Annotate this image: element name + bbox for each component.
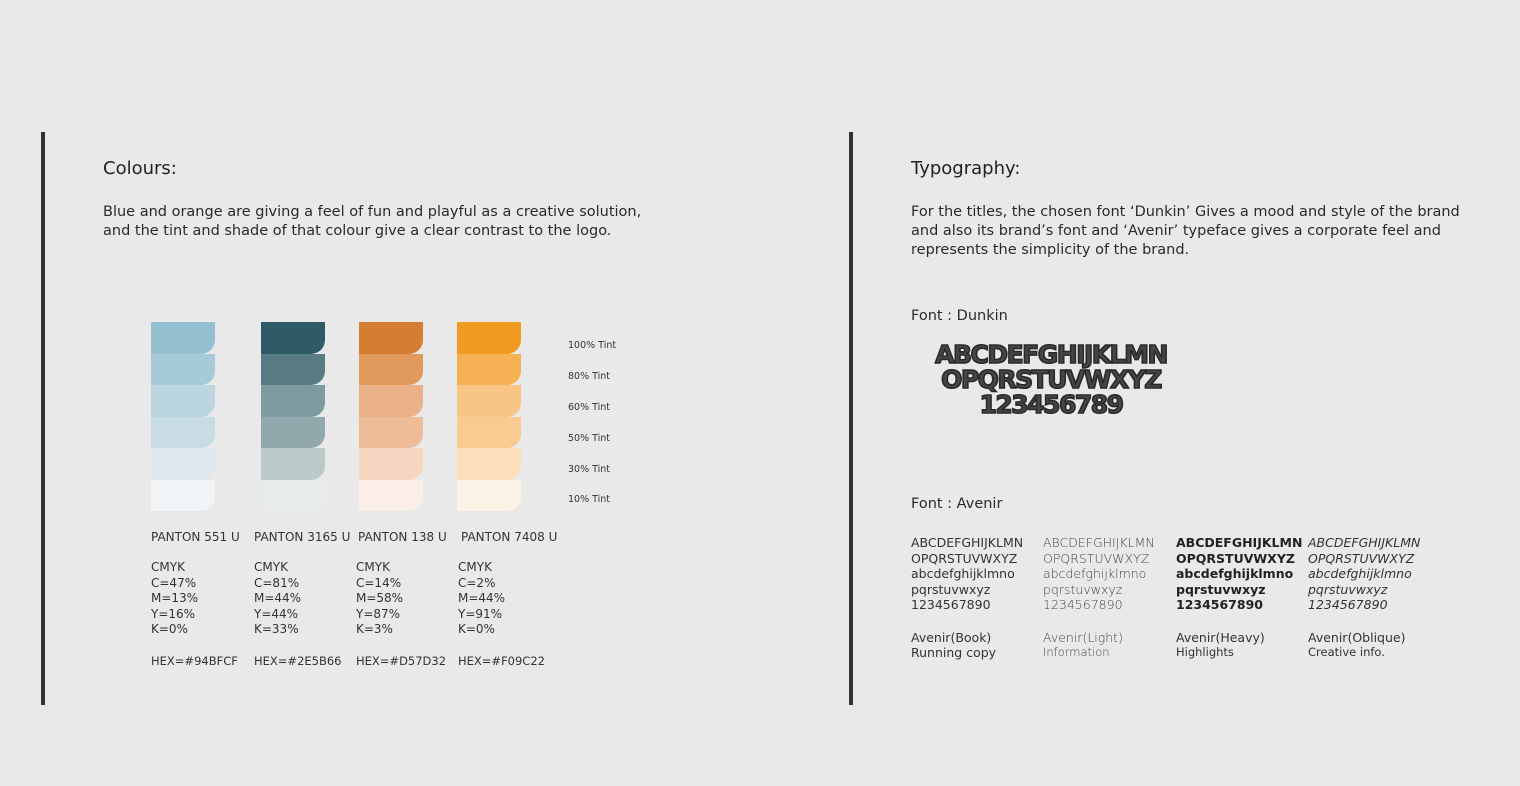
swatch bbox=[359, 480, 423, 512]
dunkin-sample-line: OPQRSTUVWXYZ bbox=[941, 365, 1161, 394]
avenir-sample-line: pqrstuvwxyz bbox=[1043, 581, 1123, 597]
avenir-sample-line: pqrstuvwxyz bbox=[1308, 581, 1388, 597]
cmyk-value: Y=44% bbox=[254, 606, 299, 621]
cmyk-value: K=0% bbox=[458, 622, 495, 636]
avenir-sample-line: 1234567890 bbox=[1308, 597, 1388, 612]
avenir-sample-line: ABCDEFGHIJKLMN bbox=[911, 535, 1024, 550]
swatch bbox=[261, 385, 325, 417]
cmyk-value: K=3% bbox=[356, 622, 393, 636]
hex-value: HEX=#2E5B66 bbox=[254, 654, 342, 668]
cmyk-value: M=13% bbox=[151, 591, 199, 605]
swatch bbox=[457, 448, 521, 480]
typography-paragraph bbox=[911, 203, 1460, 260]
swatch bbox=[151, 354, 215, 386]
avenir-font-label: Font : Avenir bbox=[911, 496, 1003, 512]
colours-paragraph-line: and the tint and shade of that colour give a clear contrast to the logo. bbox=[103, 223, 612, 239]
cmyk-value: C=2% bbox=[458, 575, 496, 590]
colours-heading: Colours: bbox=[103, 158, 177, 179]
typography-heading: Typography: bbox=[911, 158, 1021, 179]
cmyk-values bbox=[254, 560, 301, 638]
hex-value: HEX=#F09C22 bbox=[458, 654, 545, 668]
tint-label: 60% Tint bbox=[568, 402, 611, 413]
cmyk-title: CMYK bbox=[254, 560, 288, 574]
avenir-sample-line: ABCDEFGHIJKLMN bbox=[1043, 535, 1155, 550]
avenir-sample-line: ABCDEFGHIJKLMN bbox=[1308, 535, 1421, 550]
typography-paragraph-line: represents the simplicity of the brand. bbox=[911, 242, 1190, 258]
tint-label: 10% Tint bbox=[568, 494, 611, 505]
avenir-oblique-sample bbox=[1308, 535, 1420, 661]
cmyk-value: K=33% bbox=[254, 622, 299, 636]
avenir-weight-name: Avenir(Heavy) bbox=[1176, 629, 1265, 645]
swatch bbox=[457, 385, 521, 417]
cmyk-value: C=47% bbox=[151, 575, 197, 590]
right-divider bbox=[849, 132, 853, 705]
tint-label: 80% Tint bbox=[568, 371, 611, 382]
cmyk-title: CMYK bbox=[356, 560, 390, 574]
cmyk-value: Y=16% bbox=[151, 606, 196, 621]
palette-swatches bbox=[359, 322, 423, 511]
avenir-sample-line: OPQRSTUVWXYZ bbox=[1308, 550, 1415, 566]
cmyk-value: M=44% bbox=[458, 591, 506, 605]
avenir-sample-line: OPQRSTUVWXYZ bbox=[911, 550, 1018, 566]
avenir-light-sample bbox=[1043, 535, 1155, 661]
tint-label: 100% Tint bbox=[568, 340, 617, 351]
swatch bbox=[151, 448, 215, 480]
avenir-sample-line: OPQRSTUVWXYZ bbox=[1176, 550, 1295, 566]
swatch bbox=[457, 480, 521, 512]
palette-swatches bbox=[261, 322, 325, 511]
avenir-sample-line: abcdefghijklmno bbox=[1043, 566, 1147, 581]
avenir-weight-name: Avenir(Light) bbox=[1043, 629, 1123, 645]
cmyk-title: CMYK bbox=[151, 560, 185, 574]
swatch bbox=[457, 354, 521, 386]
avenir-sample-line: abcdefghijklmno bbox=[911, 566, 1015, 581]
swatch bbox=[151, 480, 215, 512]
cmyk-value: C=14% bbox=[356, 575, 402, 590]
swatch bbox=[457, 322, 521, 354]
swatch bbox=[359, 354, 423, 386]
typography-paragraph-line: and also its brand’s font and ‘Avenir’ typeface gives a corporate feel and bbox=[911, 223, 1441, 239]
cmyk-value: M=58% bbox=[356, 591, 404, 605]
cmyk-values bbox=[356, 560, 403, 638]
pantone-name: PANTON 7408 U bbox=[461, 530, 558, 544]
avenir-sample-line: 1234567890 bbox=[1176, 597, 1263, 612]
pantone-name: PANTON 138 U bbox=[358, 530, 447, 544]
swatch bbox=[261, 322, 325, 354]
swatch bbox=[261, 448, 325, 480]
swatch bbox=[151, 322, 215, 354]
cmyk-value: C=81% bbox=[254, 575, 300, 590]
hex-value: HEX=#D57D32 bbox=[356, 654, 447, 668]
avenir-weight-use: Running copy bbox=[911, 645, 997, 660]
typography-paragraph-line: For the titles, the chosen font ‘Dunkin’ Gives a mood and style of the brand bbox=[911, 204, 1460, 220]
avenir-heavy-sample bbox=[1176, 535, 1302, 661]
palette-swatches bbox=[457, 322, 521, 511]
dunkin-sample-line: 123456789 bbox=[979, 390, 1123, 419]
swatch bbox=[359, 448, 423, 480]
colours-paragraph bbox=[103, 203, 641, 241]
avenir-weight-use: Information bbox=[1043, 645, 1110, 659]
left-divider bbox=[41, 132, 45, 705]
tint-label: 50% Tint bbox=[568, 433, 611, 444]
avenir-sample-line: ABCDEFGHIJKLMN bbox=[1176, 535, 1303, 550]
swatch bbox=[359, 417, 423, 449]
cmyk-value: Y=91% bbox=[458, 606, 503, 621]
avenir-weight-use: Creative info. bbox=[1308, 645, 1385, 659]
hex-value: HEX=#94BFCF bbox=[151, 654, 238, 668]
cmyk-value: K=0% bbox=[151, 622, 188, 636]
colours-paragraph-line: Blue and orange are giving a feel of fun and playful as a creative solution, bbox=[103, 204, 642, 220]
dunkin-font-label: Font : Dunkin bbox=[911, 308, 1008, 324]
cmyk-values bbox=[151, 560, 198, 638]
swatch bbox=[261, 354, 325, 386]
dunkin-font-sample bbox=[905, 342, 1197, 417]
swatch bbox=[359, 322, 423, 354]
avenir-sample-line: OPQRSTUVWXYZ bbox=[1043, 550, 1150, 566]
cmyk-values bbox=[458, 560, 505, 638]
tint-label: 30% Tint bbox=[568, 464, 611, 475]
dunkin-sample-line: ABCDEFGHIJKLMN bbox=[935, 340, 1167, 369]
swatch bbox=[457, 417, 521, 449]
swatch bbox=[359, 385, 423, 417]
avenir-sample-line: 1234567890 bbox=[911, 597, 991, 612]
pantone-name: PANTON 551 U bbox=[151, 530, 240, 544]
cmyk-value: M=44% bbox=[254, 591, 302, 605]
palette-swatches bbox=[151, 322, 215, 511]
avenir-book-sample bbox=[911, 535, 1023, 661]
avenir-sample-line: abcdefghijklmno bbox=[1176, 566, 1294, 581]
avenir-sample-line: 1234567890 bbox=[1043, 597, 1123, 612]
cmyk-value: Y=87% bbox=[356, 606, 401, 621]
avenir-sample-line: pqrstuvwxyz bbox=[1176, 581, 1266, 597]
swatch bbox=[151, 385, 215, 417]
avenir-weight-name: Avenir(Oblique) bbox=[1308, 629, 1406, 645]
swatch bbox=[261, 480, 325, 512]
avenir-sample-line: abcdefghijklmno bbox=[1308, 566, 1412, 581]
avenir-weight-use: Highlights bbox=[1176, 645, 1234, 659]
cmyk-title: CMYK bbox=[458, 560, 492, 574]
swatch bbox=[261, 417, 325, 449]
pantone-name: PANTON 3165 U bbox=[254, 530, 351, 544]
avenir-sample-line: pqrstuvwxyz bbox=[911, 581, 991, 597]
swatch bbox=[151, 417, 215, 449]
avenir-weight-name: Avenir(Book) bbox=[911, 629, 992, 645]
